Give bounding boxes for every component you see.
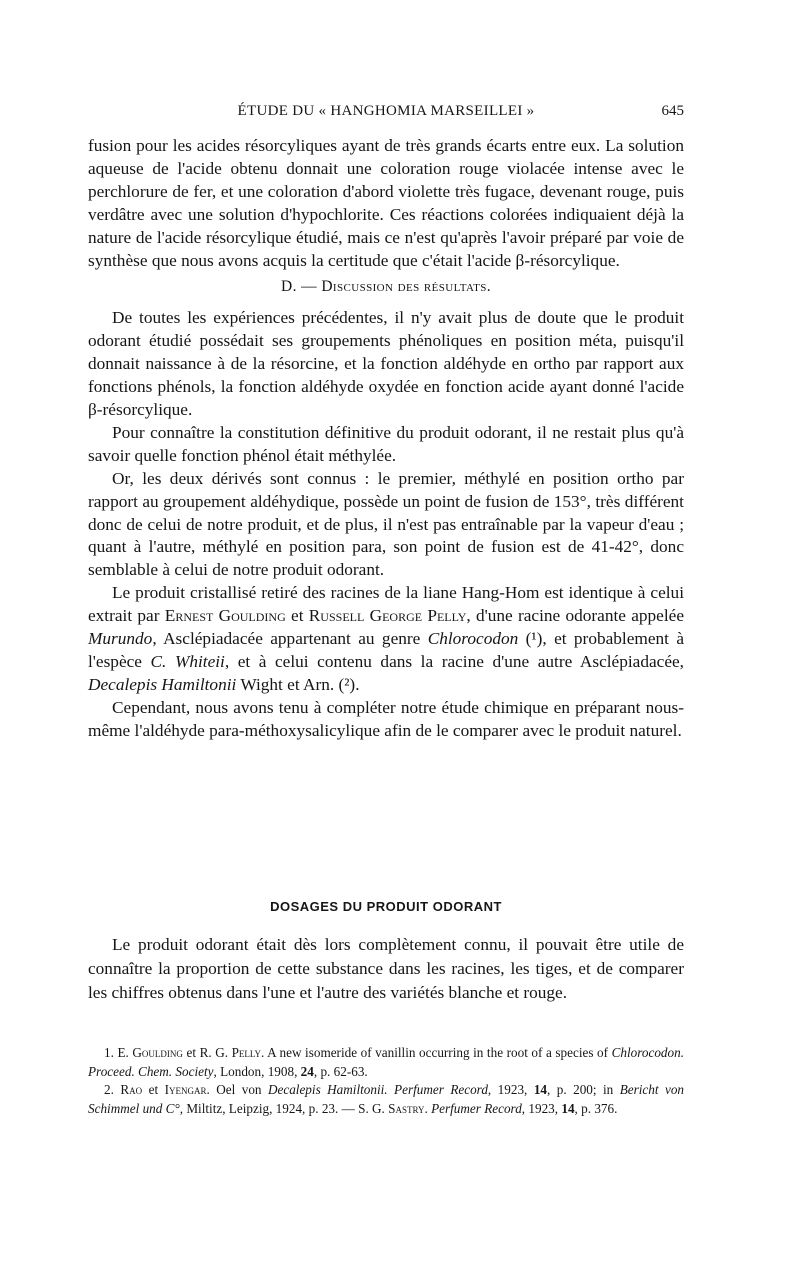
text-run: . xyxy=(355,674,360,694)
footnote-number: 2. xyxy=(104,1082,121,1097)
author-name: Rao xyxy=(120,1082,143,1097)
publication-title: Perfumer Record xyxy=(431,1100,522,1116)
text-run: . Oel von xyxy=(206,1082,268,1097)
author-name: E. Goulding xyxy=(117,1045,183,1060)
paragraph-discussion-3: Or, les deux dérivés sont connus : le premier, méthylé en position ortho par rapport au groupement aldéhydique, possède un point de fusion de 153°, très différent donc de celui de notre produit, et de plus, il n'est pas entraînable par la vapeur d'eau ; quant à l'autre, méthylé en position para, son point de fusion est de 41-42°, donc semblable à celui de notre produit odorant. xyxy=(88,468,684,580)
author-name: Iyengar xyxy=(164,1082,207,1097)
paragraph-dosage: Le produit odorant était dès lors complètement connu, il pouvait être utile de connaître la proportion de cette substance dans les racines, les tiges, et de comparer les chiffres obtenus dans l'une et l'autre des variétés blanche et rouge. xyxy=(88,935,684,1002)
paragraph-discussion-1: De toutes les expériences précédentes, il n'y avait plus de doute que le produit odorant étudié possédait ses groupements phénoliques en position méta, puisqu'il donnait naissance à de la résorcine, et la fonction aldéhyde en ortho par rapport aux fonctions phénols, la fonction aldéhyde oxydée en fonction acide ayant donné l'acide β-résorcylique. xyxy=(88,308,684,419)
text-run: , 1923, xyxy=(487,1082,534,1097)
text-run: , p. 200; in xyxy=(547,1082,620,1097)
paragraph-discussion-4 xyxy=(88,582,684,697)
paragraph-continuation: fusion pour les acides résorcyliques ayant de très grands écarts entre eux. La solution aqueuse de l'acide obtenu donnait une coloration rouge violacée intense avec le perchlorure de fer, et une coloration d'abord violette très fugace, devenant rouge, puis verdâtre avec une solution d'hypochlorite. Ces réactions colorées indiquaient déjà la nature de l'acide résorcylique étudié, mais ce n'est qu'après l'avoir préparé par voie de synthèse que nous avons acquis la certitude que c'était l'acide β-résorcylique. xyxy=(88,136,684,270)
text-run: Wight et Arn. xyxy=(236,674,339,694)
text-run: . xyxy=(424,1100,432,1116)
publication-title: Decalepis Hamiltonii. Perfumer Record xyxy=(267,1082,488,1097)
text-run: , p. 376. xyxy=(574,1100,618,1116)
text-run: et xyxy=(182,1045,200,1060)
main-text xyxy=(88,135,684,743)
text-run: et xyxy=(285,606,309,626)
species-name: Decalepis Hamiltonii xyxy=(88,674,237,694)
publication-title: Chlorocodon. Proceed. Chem. Society xyxy=(88,1045,684,1079)
footnote-2 xyxy=(88,1081,684,1118)
footnotes xyxy=(88,1044,684,1118)
text-run: Le produit cristallisé retiré des racines de la liane Hang-Hom est identique à celui extrait par xyxy=(88,583,684,626)
publication-title: Bericht von Schimmel und C° xyxy=(88,1082,685,1116)
text-run: , London, 1908, xyxy=(213,1063,301,1079)
text-run: , et à celui contenu dans la racine d'une autre Asclépiadacée, xyxy=(224,651,684,671)
text-run: , Asclépiadacée appartenant au genre xyxy=(152,629,428,649)
footnote-1 xyxy=(88,1044,684,1081)
running-header xyxy=(88,103,684,125)
volume-number: 24 xyxy=(300,1063,314,1079)
genus-name: Chlorocodon xyxy=(427,629,519,649)
author-name: R. G. Pelly xyxy=(199,1045,262,1060)
footnote-ref-2: (²) xyxy=(338,674,356,694)
text-run: . A new isomeride of vanillin occurring in the root of a species of xyxy=(261,1045,612,1060)
running-title: ÉTUDE DU « HANGHOMIA MARSEILLEI » xyxy=(237,103,535,119)
page-number: 645 xyxy=(661,103,684,119)
text-run: , et probablement à l'espèce xyxy=(88,629,684,671)
text-run: , Miltitz, Leipzig, 1924, p. 23. — xyxy=(179,1100,359,1116)
volume-number: 14 xyxy=(561,1100,575,1116)
author-name: Ernest Goulding xyxy=(164,606,286,626)
subsection-heading: DOSAGES DU PRODUIT ODORANT xyxy=(270,899,502,914)
text-run: et xyxy=(142,1082,165,1097)
section-heading: D. — Discussion des résultats. xyxy=(281,278,491,296)
footnote-number: 1. xyxy=(104,1045,118,1060)
paragraph-discussion-2: Pour connaître la constitution définitive du produit odorant, il ne restait plus qu'à savoir quelle fonction phénol était méthylée. xyxy=(88,422,684,465)
dosage-text xyxy=(88,933,684,1005)
text-run: , d'une racine odorante appelée xyxy=(466,606,684,626)
volume-number: 14 xyxy=(533,1082,547,1097)
footnote-ref-1: (¹) xyxy=(525,629,543,649)
species-name: C. Whiteii xyxy=(150,651,225,671)
author-name: S. G. Sastry xyxy=(358,1100,425,1116)
author-name: Russell George Pelly xyxy=(308,606,467,626)
text-run: , 1923, xyxy=(521,1100,562,1116)
paragraph-discussion-5: Cependant, nous avons tenu à compléter notre étude chimique en préparant nous-même l'aldéhyde para-méthoxysalicylique afin de le comparer avec le produit naturel. xyxy=(88,697,684,740)
plant-name: Murundo xyxy=(88,629,153,649)
text-run: , p. 62-63. xyxy=(313,1063,368,1079)
